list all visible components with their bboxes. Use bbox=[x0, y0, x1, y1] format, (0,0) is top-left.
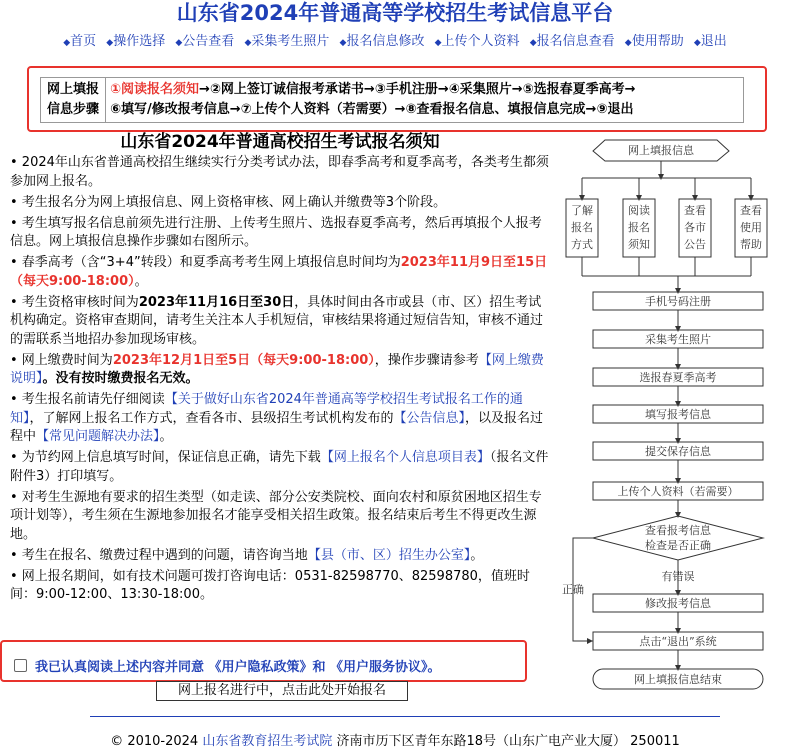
start-registration-button[interactable]: 网上报名进行中，点击此处开始报名 bbox=[156, 681, 408, 701]
footer-address: 济南市历下区青年东路18号（山东广电产业大厦） 250011 bbox=[332, 734, 680, 749]
notice-item: • 网上报名期间，如有技术问题可拨打咨询电话：0531-82598770、82598780，值班时间：9:00-12:00、13:30-18:00。 bbox=[10, 568, 530, 602]
steps-line1-rest: →②网上签订诚信报考承诺书→③手机注册→④采集照片→⑤选报春夏季高考→ bbox=[199, 82, 636, 97]
notice-date: 2023年11月9日至15日（每天9:00-18:00） bbox=[10, 255, 548, 289]
announcement-info-link[interactable]: 【公告信息】 bbox=[393, 410, 466, 426]
nav-upload-docs[interactable]: ◆上传个人资料 bbox=[434, 34, 520, 49]
faq-link[interactable]: 【常见问题解决办法】 bbox=[36, 429, 160, 444]
flow-branch-text: 各市 bbox=[684, 221, 706, 234]
notice-text: • 考生在报名、缴费过程中遇到的问题，请咨询当地 bbox=[10, 547, 308, 563]
notice-title: 山东省2024年普通高校招生考试报名须知 bbox=[120, 132, 440, 152]
nav-exit[interactable]: ◆退出 bbox=[693, 34, 727, 49]
flow-branch-text: 查看 bbox=[684, 204, 706, 217]
nav-photo-capture[interactable]: ◆采集考生照片 bbox=[244, 34, 330, 49]
flow-branch-text: 须知 bbox=[628, 238, 650, 251]
registration-flowchart bbox=[555, 136, 785, 696]
flow-start-label: 网上填报信息 bbox=[628, 144, 694, 157]
flow-branch-text: 阅读 bbox=[628, 204, 650, 217]
notice-text: • 为节约网上信息填写时间，保证信息正确，请先下载 bbox=[10, 450, 321, 465]
notice-item: • 对考生生源地有要求的招生类型（如走读、部分公安类院校、面向农村和原贫困地区招生专项计划等），考生须在生源地参加报名才能享受相关招生政策。报名结束后考生不得更改生源地。 bbox=[10, 489, 542, 542]
flow-branch-text: 了解 bbox=[571, 204, 593, 217]
flow-step-label: 采集考生照片 bbox=[645, 333, 711, 346]
diamond-icon: ◆ bbox=[63, 38, 71, 48]
diamond-icon: ◆ bbox=[529, 38, 537, 48]
diamond-icon: ◆ bbox=[106, 38, 114, 48]
flow-correct-label: 正确 bbox=[562, 583, 584, 596]
flow-branch-text: 方式 bbox=[571, 238, 593, 251]
notice-item bbox=[10, 449, 550, 486]
notice-date: 2023年12月1日至5日（每天9:00-18:00） bbox=[112, 352, 375, 368]
diamond-icon: ◆ bbox=[339, 38, 347, 48]
agree-checkbox[interactable] bbox=[14, 659, 27, 672]
steps-line1 bbox=[110, 80, 743, 100]
notice-item bbox=[10, 254, 550, 291]
notice-body bbox=[10, 154, 550, 607]
payment-guide-link[interactable]: 【网上缴费说明】 bbox=[10, 352, 544, 386]
flow-branch-text: 报名 bbox=[571, 221, 593, 234]
notice-text: （报名文件附件3）打印填写。 bbox=[10, 450, 549, 484]
page-title: 山东省2024年普通高等学校招生考试信息平台 bbox=[176, 1, 614, 25]
nav-home[interactable]: ◆首页 bbox=[63, 34, 97, 49]
flow-branch-text: 公告 bbox=[684, 238, 706, 251]
registration-notice-link[interactable]: 【关于做好山东省2024年普通高等学校招生考试报名工作的通知】 bbox=[10, 392, 523, 426]
nav-operation-select[interactable]: ◆操作选择 bbox=[106, 34, 166, 49]
nav-view-info[interactable]: ◆报名信息查看 bbox=[529, 34, 615, 49]
diamond-icon: ◆ bbox=[434, 38, 442, 48]
notice-text: 。 bbox=[134, 273, 148, 289]
flow-wrong-label: 有错误 bbox=[661, 570, 695, 583]
steps-text bbox=[106, 78, 743, 122]
footer-org-link[interactable]: 山东省教育招生考试院 bbox=[202, 734, 333, 749]
nav-announcements[interactable]: ◆公告查看 bbox=[175, 34, 235, 49]
main-nav bbox=[0, 33, 790, 52]
notice-item bbox=[10, 391, 550, 447]
notice-text: ，操作步骤请参考 bbox=[374, 352, 479, 368]
notice-text: 。没有按时缴费报名无效。 bbox=[42, 371, 199, 386]
local-office-link[interactable]: 【县（市、区）招生办公室】 bbox=[307, 547, 471, 563]
notice-item: • 2024年山东省普通高校招生继续实行分类考试办法，即春季高考和夏季高考，各类考生都须参加网上报名。 bbox=[10, 155, 549, 189]
nav-modify-info[interactable]: ◆报名信息修改 bbox=[339, 34, 425, 49]
notice-item: • 考生填写报名信息前须先进行注册、上传考生照片、选报春夏季高考，然后再填报个人报考信息。网上填报信息操作步骤如右图所示。 bbox=[10, 215, 542, 249]
notice-item bbox=[10, 547, 550, 566]
flow-exit-label: 点击“退出”系统 bbox=[639, 635, 717, 648]
step-read-notice[interactable]: ①阅读报名须知 bbox=[110, 82, 200, 97]
notice-text: • 考生报名前请先仔细阅读 bbox=[10, 392, 165, 407]
flow-branch-text: 帮助 bbox=[740, 238, 762, 251]
flow-branch-text: 报名 bbox=[628, 221, 650, 234]
notice-text: • 春季高考（含“3+4”转段）和夏季高考考生网上填报信息时间均为 bbox=[10, 255, 401, 270]
agree-checkbox-label[interactable] bbox=[14, 656, 441, 675]
notice-date: 2023年11月16日至30日 bbox=[138, 294, 295, 310]
flow-branch-text: 查看 bbox=[740, 204, 762, 217]
footer-divider bbox=[90, 716, 720, 717]
flow-branch-text: 使用 bbox=[740, 221, 762, 234]
footer bbox=[0, 733, 790, 751]
flow-step-label: 上传个人资料（若需要） bbox=[617, 485, 739, 498]
flow-decision-label: 查看报考信息 bbox=[645, 524, 711, 537]
flow-decision-label: 检查是否正确 bbox=[645, 539, 711, 552]
flow-step-label: 手机号码注册 bbox=[645, 295, 711, 308]
flow-modify-label: 修改报考信息 bbox=[645, 597, 711, 610]
flow-step-label: 选报春夏季高考 bbox=[639, 371, 717, 384]
steps-label bbox=[41, 78, 106, 122]
notice-text: • 网上缴费时间为 bbox=[10, 352, 113, 368]
nav-help[interactable]: ◆使用帮助 bbox=[624, 34, 684, 49]
agree-text: 我已认真阅读上述内容并同意 《用户隐私政策》和 《用户服务协议》。 bbox=[35, 660, 441, 675]
diamond-icon: ◆ bbox=[693, 38, 701, 48]
notice-text: 。 bbox=[470, 547, 484, 563]
steps-table bbox=[40, 77, 744, 123]
flow-step-label: 填写报考信息 bbox=[645, 408, 711, 421]
notice-text: 。 bbox=[159, 429, 173, 444]
notice-item bbox=[10, 352, 550, 389]
notice-text: • 考生资格审核时间为 bbox=[10, 294, 139, 310]
steps-label-line2: 信息步骤 bbox=[46, 102, 99, 117]
steps-label-line1: 网上填报 bbox=[46, 82, 99, 97]
notice-text: ，具体时间由各市或县（市、区）招生考试机构确定。资格审查期间，请考生关注本人手机短信，审核结果将通过短信告知，审核不通过的需联系当地招办参加现场审核。 bbox=[10, 294, 544, 347]
diamond-icon: ◆ bbox=[244, 38, 252, 48]
steps-line2: ⑥填写/修改报考信息→⑦上传个人资料（若需要）→⑧查看报名信息、填报信息完成→⑨退出 bbox=[110, 102, 634, 117]
flow-decision-diamond bbox=[593, 516, 763, 560]
notice-text: ，以及报名过程中 bbox=[10, 410, 544, 444]
notice-text: ，了解网上报名工作方式，查看各市、县级招生考试机构发布的 bbox=[29, 410, 394, 426]
flow-step-label: 提交保存信息 bbox=[645, 445, 711, 458]
footer-copyright: © 2010-2024 bbox=[110, 734, 203, 749]
diamond-icon: ◆ bbox=[175, 38, 183, 48]
diamond-icon: ◆ bbox=[624, 38, 632, 48]
personal-info-form-link[interactable]: 【网上报名个人信息项目表】 bbox=[320, 450, 490, 465]
notice-item: • 考生报名分为网上填报信息、网上资格审核、网上确认并缴费等3个阶段。 bbox=[10, 194, 447, 210]
flow-end-label: 网上填报信息结束 bbox=[634, 673, 722, 686]
notice-item bbox=[10, 294, 550, 350]
